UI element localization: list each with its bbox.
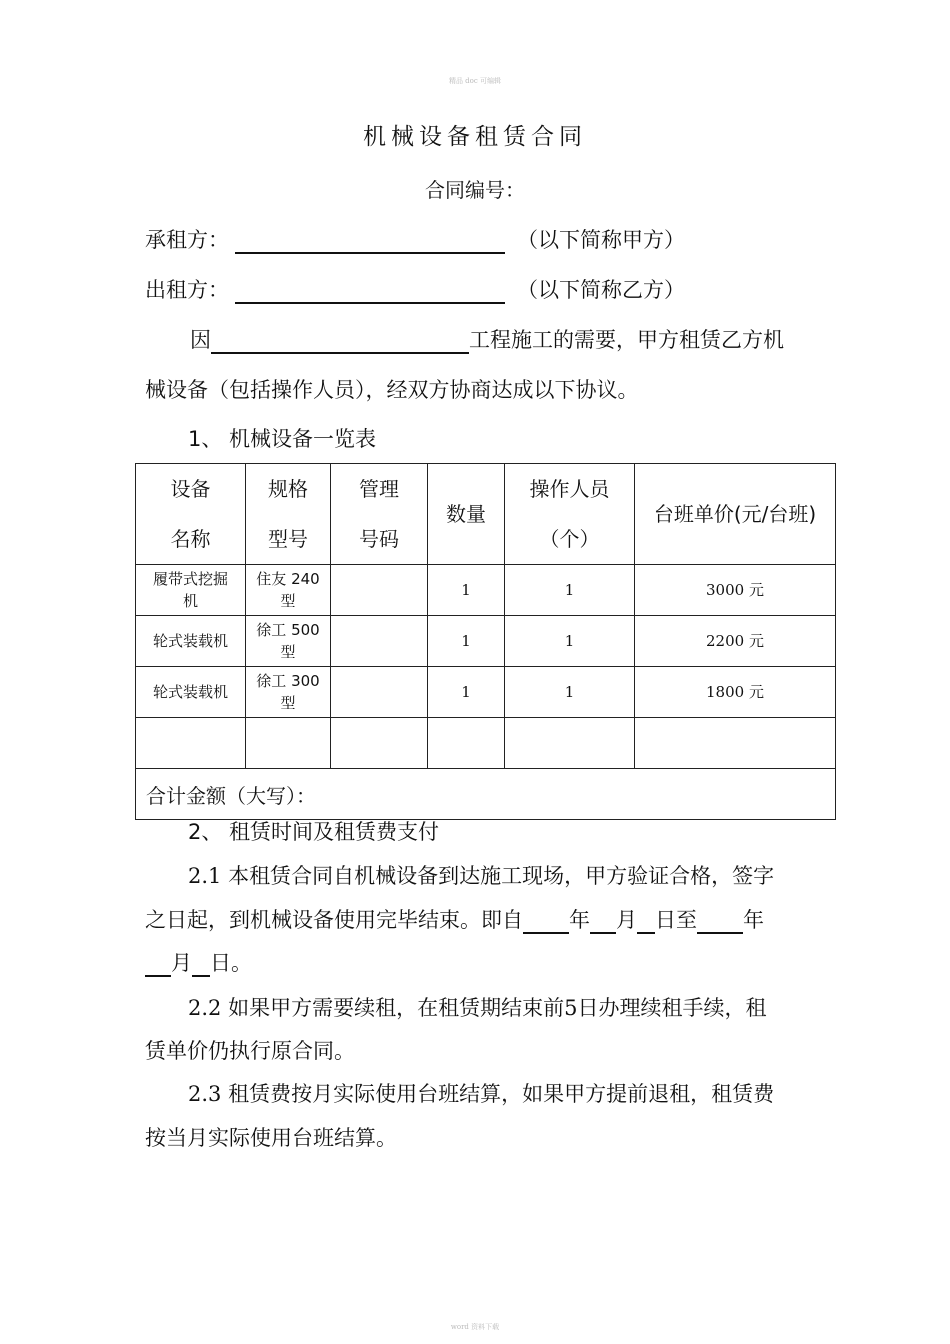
cell-operators: 1 (505, 565, 635, 616)
clause-2-2-number: 2.2 (188, 996, 222, 1020)
clause-2-2-line-1: 2.2 如果甲方需要续租，在租赁期结束前5日办理续租手续，租 (188, 996, 767, 1020)
header-model: 规格 型号 (246, 464, 331, 565)
clause-2-3-line-2: 按当月实际使用台班结算。 (145, 1126, 397, 1150)
header-equipment-name: 设备 名称 (136, 464, 246, 565)
clause-2-1-line-3: 月 日。 (145, 947, 252, 977)
cell-code[interactable] (331, 718, 428, 769)
cell-operators: 1 (505, 616, 635, 667)
lessor-suffix: （以下简称乙方） (517, 278, 685, 302)
cell-code[interactable] (331, 565, 428, 616)
lessee-line (145, 224, 685, 254)
clause-2-2-line-2: 赁单价仍执行原合同。 (145, 1039, 355, 1063)
project-name-blank[interactable] (211, 330, 469, 354)
clause-2-3-line-1: 2.3 租赁费按月实际使用台班结算，如果甲方提前退租，租赁费 (188, 1082, 775, 1106)
cell-model: 徐工 500 型 (246, 616, 331, 667)
lessee-suffix: （以下简称甲方） (517, 228, 685, 252)
start-day-blank[interactable] (637, 910, 655, 934)
lessor-line (145, 274, 685, 304)
header-quantity: 数量 (428, 464, 505, 565)
table-row (136, 667, 836, 718)
cell-name[interactable] (136, 718, 246, 769)
lessee-label: 承租方： (145, 228, 229, 252)
clause-2-3-number: 2.3 (188, 1082, 222, 1106)
cell-model: 住友 240 型 (246, 565, 331, 616)
table-row-empty (136, 718, 836, 769)
table-row (136, 616, 836, 667)
table-row (136, 565, 836, 616)
lessor-label: 出租方： (145, 278, 229, 302)
clause-2-1-text-1: 本租赁合同自机械设备到达施工现场，甲方验证合格，签字 (228, 864, 775, 888)
cell-qty: 1 (428, 667, 505, 718)
start-year-blank[interactable] (523, 910, 569, 934)
lessee-name-blank[interactable] (235, 230, 505, 254)
cell-price: 3000 元 (635, 565, 836, 616)
end-year-blank[interactable] (697, 910, 743, 934)
intro-line-1 (190, 324, 784, 354)
cell-name: 轮式装载机 (136, 616, 246, 667)
contract-number-label: 合同编号： (425, 178, 525, 202)
cell-qty[interactable] (428, 718, 505, 769)
end-month-blank[interactable] (145, 953, 171, 977)
document-title: 机械设备租赁合同 (363, 124, 587, 150)
table-total-row (136, 769, 836, 820)
start-month-blank[interactable] (590, 910, 616, 934)
cell-price[interactable] (635, 718, 836, 769)
cell-code[interactable] (331, 616, 428, 667)
intro-prefix: 因 (190, 328, 211, 352)
end-day-blank[interactable] (192, 953, 210, 977)
header-management-code: 管理 号码 (331, 464, 428, 565)
cell-name: 轮式装载机 (136, 667, 246, 718)
clause-2-1-line-2: 之日起，到机械设备使用完毕结束。即自 年 月 日至 年 (145, 908, 764, 932)
footer-watermark-note: word 资料下载 (450, 1323, 500, 1331)
total-amount-label: 合计金额（大写）： (136, 769, 836, 820)
cell-code[interactable] (331, 667, 428, 718)
clause-2-1-number: 2.1 (188, 864, 222, 888)
cell-model: 徐工 300 型 (246, 667, 331, 718)
cell-operators: 1 (505, 667, 635, 718)
cell-price: 1800 元 (635, 667, 836, 718)
cell-qty: 1 (428, 616, 505, 667)
header-shift-price: 台班单价(元/台班) (635, 464, 836, 565)
cell-model[interactable] (246, 718, 331, 769)
cell-price: 2200 元 (635, 616, 836, 667)
clause-2-1-line-1 (188, 860, 774, 890)
lessor-name-blank[interactable] (235, 280, 505, 304)
header-watermark-note: 精品 doc 可编辑 (448, 77, 502, 85)
intro-line1-rest: 工程施工的需要，甲方租赁乙方机 (469, 328, 784, 352)
cell-qty: 1 (428, 565, 505, 616)
header-operators: 操作人员 （个） (505, 464, 635, 565)
section-1-title: 1、 机械设备一览表 (188, 427, 377, 451)
table-header-row (136, 464, 836, 565)
cell-name: 履带式挖掘 机 (136, 565, 246, 616)
cell-operators[interactable] (505, 718, 635, 769)
equipment-table (135, 463, 836, 820)
intro-line-2: 械设备（包括操作人员），经双方协商达成以下协议。 (145, 378, 639, 402)
section-2-title: 2、 租赁时间及租赁费支付 (188, 820, 440, 844)
